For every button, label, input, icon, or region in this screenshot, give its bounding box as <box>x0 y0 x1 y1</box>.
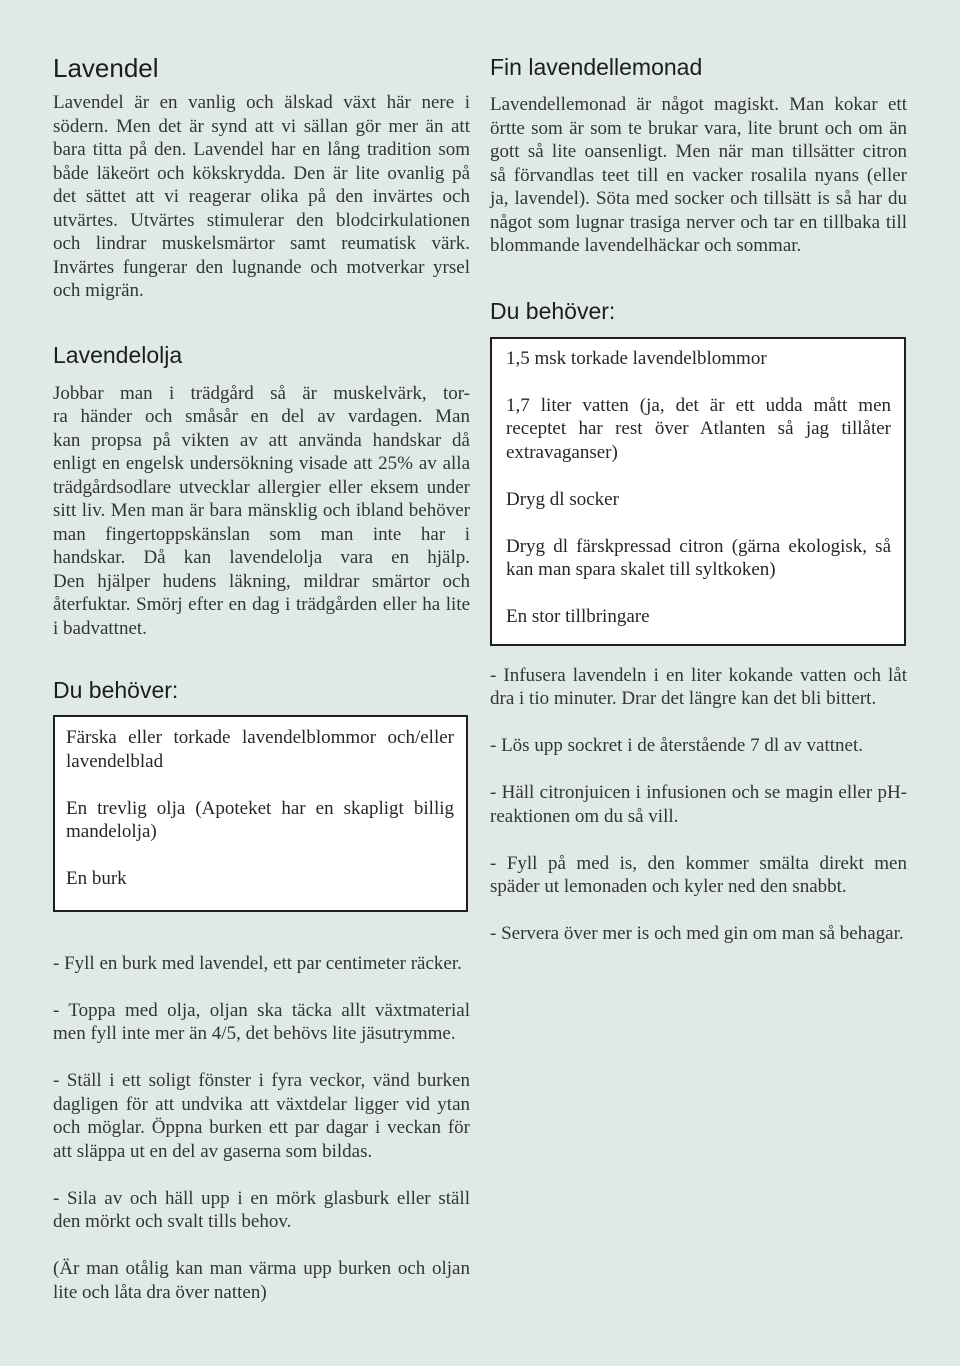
ingredient-item <box>66 867 454 891</box>
oil-text-line: handskar. Då kan lavendelolja vara en hjälp. <box>53 547 470 568</box>
oil-text-line: trädgårdsodlare utvecklar allergier eller eksem under <box>53 476 470 498</box>
step-line: - Fyll en burk med lavendel, ett par centimeter räcker. <box>53 952 462 974</box>
intro-line: Invärtes fungerar den lugnande och motverkar yrsel <box>53 256 470 278</box>
instruction-note <box>53 1257 470 1304</box>
intro-line: Lavendel är en vanlig och älskad växt här nere i <box>53 92 470 113</box>
lemonade-instructions <box>490 664 907 946</box>
step-line: späder ut lemonaden och kyler ned den snabbt. <box>490 876 847 897</box>
instruction-step <box>490 852 907 899</box>
intro-line: det sättet att vi reagerar olika på den invärtes och <box>53 186 470 207</box>
ingredient-line: receptet har rest över Atlanten så jag tillåter <box>506 418 891 439</box>
lemonade-intro-line: ja, lavendel). Söta med socker och tillsätt is så har du <box>490 188 907 209</box>
ingredient-line: lavendelblad <box>66 750 164 772</box>
ingredient-line: En stor tillbringare <box>506 606 650 627</box>
ingredient-line: kan man spara skalet till syltkoken) <box>506 559 776 580</box>
ingredient-item <box>506 605 891 629</box>
oil-text-line: enligt en engelsk undersökning visade att 25% av alla <box>53 453 470 474</box>
lemonade-intro-line: blommande lavendelhäckar och sommar. <box>490 235 802 256</box>
lemonade-intro-line: Lavendellemonad är något magiskt. Man kokar ett <box>490 94 907 115</box>
instruction-step <box>53 999 470 1046</box>
lemonade-intro-paragraph <box>490 93 907 258</box>
step-line: - Servera över mer is och med gin om man så behagar. <box>490 923 904 944</box>
step-line: - Häll citronjuicen i infusionen och se magin eller pH- <box>490 782 907 803</box>
ingredient-item <box>66 797 454 844</box>
step-line: och möglar. Öppna burken ett par dagar i veckan för <box>53 1117 470 1138</box>
ingredient-line: 1,7 liter vatten (ja, det är ett udda mått men <box>506 394 891 416</box>
oil-instructions <box>53 952 470 1305</box>
ingredient-line: En trevlig olja (Apoteket har en skapligt billig <box>66 797 454 819</box>
step-line: - Infusera lavendeln i en liter kokande vatten och låt <box>490 664 907 686</box>
ingredient-line: Dryg dl färskpressad citron (gärna ekologisk, så <box>506 535 891 557</box>
instruction-step <box>53 952 470 976</box>
oil-text-line: i badvattnet. <box>53 617 147 639</box>
oil-text-line: återfuktar. Smörj efter en dag i trädgården eller ha lite <box>53 594 470 615</box>
oil-text-line: Den hjälper hudens läkning, mildrar smärtor och <box>53 570 470 592</box>
instruction-step <box>53 1069 470 1163</box>
ingredient-item <box>506 535 891 582</box>
ingredient-item <box>506 488 891 512</box>
step-line: men fyll inte mer än 4/5, det behövs lite jäsutrymme. <box>53 1023 456 1044</box>
intro-line: södern. Men det är synd att vi sällan gör mer än att <box>53 115 470 137</box>
instruction-step <box>490 781 907 828</box>
ingredient-item <box>506 394 891 465</box>
instruction-step <box>53 1187 470 1234</box>
oil-text-line: kan propsa på vikten av att använda handskar då <box>53 429 470 451</box>
step-line: - Sila av och häll upp i en mörk glasburk eller ställ <box>53 1187 470 1209</box>
lemonade-ingredients-heading: Du behöver: <box>490 297 616 324</box>
oil-section-heading: Lavendelolja <box>53 341 183 368</box>
intro-paragraph <box>53 91 470 303</box>
ingredient-line: 1,5 msk torkade lavendelblommor <box>506 347 767 369</box>
oil-paragraph <box>53 382 470 641</box>
oil-text-line: sitt liv. Men man är bara mänsklig och ibland behöver <box>53 500 470 521</box>
step-line: - Ställ i ett soligt fönster i fyra veckor, vänd burken <box>53 1070 470 1091</box>
oil-ingredients-heading: Du behöver: <box>53 677 179 703</box>
oil-ingredients-box <box>53 715 468 912</box>
intro-line: utvärtes. Utvärtes stimulerar den blodcirkulationen <box>53 209 470 231</box>
step-line: att släppa ut en del av gaserna som bildas. <box>53 1140 373 1162</box>
step-line: - Toppa med olja, oljan ska täcka allt växtmaterial <box>53 999 470 1021</box>
step-line: - Lös upp sockret i de återstående 7 dl av vattnet. <box>490 735 864 756</box>
ingredient-item <box>506 347 891 371</box>
instruction-step <box>490 734 907 758</box>
ingredient-line: Färska eller torkade lavendelblommor och/eller <box>66 727 454 748</box>
oil-text-line: man fingertoppskänslan som man inte har i <box>53 523 470 545</box>
left-column <box>53 0 470 1304</box>
step-line: lite och låta dra över natten) <box>53 1281 267 1303</box>
lemonade-ingredients-box <box>490 337 906 646</box>
lemonade-title: Fin lavendellemonad <box>490 54 703 80</box>
right-column <box>490 0 907 946</box>
instruction-step <box>490 664 907 711</box>
intro-line: och lindrar muskelsmärtor samt reumatisk värk. <box>53 233 470 254</box>
ingredient-line: mandelolja) <box>66 821 157 842</box>
intro-line: och migrän. <box>53 280 144 301</box>
ingredient-item <box>66 726 454 773</box>
step-line: - Fyll på med is, den kommer smälta direkt men <box>490 852 907 874</box>
lemonade-intro-line: något som lugnar trasiga nerver och tar en tillbaka till <box>490 211 907 233</box>
intro-line: bara titta på den. Lavendel har en lång tradition som <box>53 139 470 160</box>
lemonade-intro-line: örtte som är som te brukar vara, lite brunt och om än <box>490 117 907 139</box>
step-line: den mörkt och svalt tills behov. <box>53 1211 292 1232</box>
lemonade-intro-line: gott så lite oansenligt. Men när man tillsätter citron <box>490 141 907 162</box>
intro-line: både läkeört och kökskrydda. Den är lite ovanlig på <box>53 162 470 184</box>
step-line: dra i tio minuter. Drar det längre kan det bli bittert. <box>490 688 877 709</box>
step-line: reaktionen om du så vill. <box>490 805 679 827</box>
article-title: Lavendel <box>53 53 159 83</box>
oil-text-line: Jobbar man i trädgård så är muskelvärk, tor- <box>53 382 470 404</box>
ingredient-line: En burk <box>66 868 127 889</box>
oil-text-line: ra händer och småsår en del av vardagen. Man <box>53 406 470 427</box>
step-line: dagligen för att undvika att växtdelar ligger vid ytan <box>53 1093 470 1115</box>
instruction-step <box>490 922 907 946</box>
ingredient-line: Dryg dl socker <box>506 488 619 510</box>
ingredient-line: extravaganser) <box>506 441 618 463</box>
step-line: (Är man otålig kan man värma upp burken och oljan <box>53 1258 470 1279</box>
lemonade-intro-line: så förvandlas teet till en vacker rosalila nyans (eller <box>490 164 907 186</box>
